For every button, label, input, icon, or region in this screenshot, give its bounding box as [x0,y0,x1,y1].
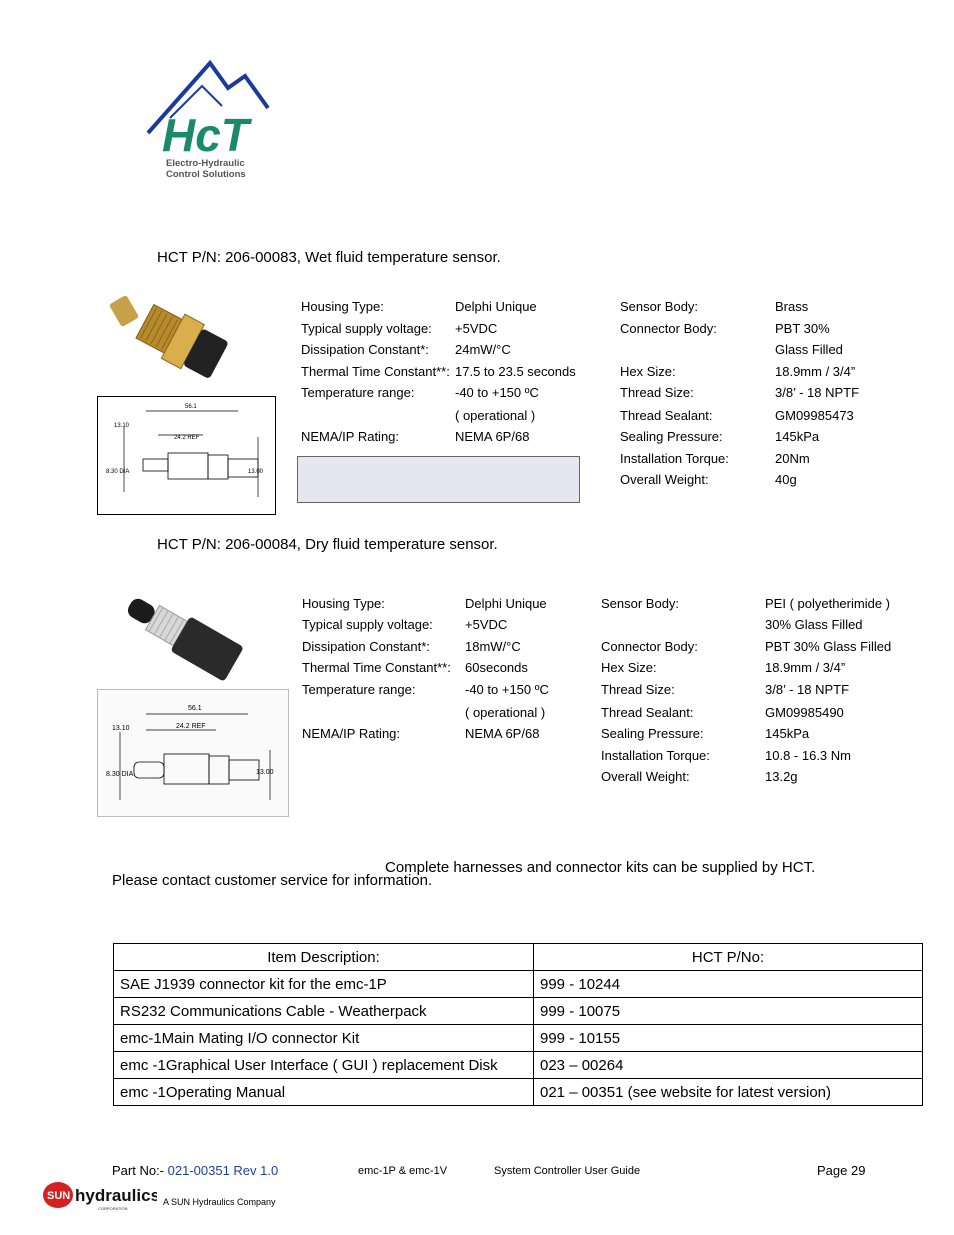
s2-dim-d3: 13.10 [112,725,130,732]
logo-brand: HcT [162,109,249,161]
s1-left-label-2: Dissipation Constant*: [301,342,429,357]
s2-right-value-1: 30% Glass Filled [765,617,863,632]
footer-company: A SUN Hydraulics Company [163,1197,276,1207]
s2-right-value-2: PBT 30% Glass Filled [765,639,892,654]
s1-dim-d4: 8.30 DIA [106,469,130,475]
s1-left-label-4: Temperature range: [301,385,415,400]
table-cell-part-number: 999 - 10155 [534,1025,923,1052]
s2-dim-d2: 24.2 REF [176,723,206,730]
table-row [114,1025,923,1052]
s2-left-value-2: 18mW/°C [465,639,521,654]
footer-part-label: Part No:- [112,1163,168,1178]
footer-guide: System Controller User Guide [494,1165,641,1177]
table-row [114,998,923,1025]
table-cell-description: SAE J1939 connector kit for the emc-1P [114,971,534,998]
s1-right-value-2: Glass Filled [775,342,843,357]
s2-right-label-3: Hex Size: [601,660,657,675]
s2-right-label-4: Thread Size: [601,682,675,697]
s2-right-value-0: PEI ( polyetherimide ) [765,596,890,611]
s2-right-label-0: Sensor Body: [601,596,680,611]
s2-left-label-0: Housing Type: [302,596,385,611]
s1-left-value-4: -40 to +150 ºC [455,385,539,400]
s1-dim-d1: 56.1 [185,404,197,410]
footer-product: emc-1P & emc-1V [358,1165,448,1177]
s1-right-label-8: Overall Weight: [620,472,709,487]
s1-left-value-6: NEMA 6P/68 [455,429,530,444]
s1-right-value-0: Brass [775,299,809,314]
harness-note-line1: Complete harnesses and connector kits can be supplied by HCT. [385,859,816,876]
s2-right-label-7: Installation Torque: [601,748,710,763]
footer-page-number: Page 29 [817,1163,866,1178]
s2-left-label-4: Temperature range: [302,682,416,697]
s1-dim-d3: 13.10 [114,423,130,429]
s2-left-value-0: Delphi Unique [465,596,547,611]
s1-right-label-7: Installation Torque: [620,451,729,466]
s1-right-label-1: Connector Body: [620,321,717,336]
s1-right-label-4: Thread Size: [620,385,694,400]
s1-right-label-0: Sensor Body: [620,299,699,314]
table-cell-part-number: 023 – 00264 [534,1052,923,1079]
table-row [114,1052,923,1079]
s1-right-value-5: GM09985473 [775,408,854,423]
table-cell-description: RS232 Communications Cable - Weatherpack [114,998,534,1025]
s2-right-value-7: 10.8 - 16.3 Nm [765,748,851,763]
table-cell-part-number: 999 - 10075 [534,998,923,1025]
s1-left-label-3: Thermal Time Constant**: [301,364,450,379]
table-cell-part-number: 021 – 00351 (see website for latest version) [534,1079,923,1106]
footer-part [112,1163,278,1178]
table-header-description: Item Description: [114,944,534,971]
table-cell-part-number: 999 - 10244 [534,971,923,998]
hct-logo [140,58,280,183]
s2-left-value-3: 60seconds [465,660,528,675]
sun-logo-text: hydraulics [75,1186,157,1205]
s1-right-value-7: 20Nm [775,451,810,466]
s2-right-value-4: 3/8’ - 18 NPTF [765,682,850,697]
table-header-part-number: HCT P/No: [534,944,923,971]
s2-left-label-1: Typical supply voltage: [302,617,433,632]
s2-right-label-2: Connector Body: [601,639,698,654]
table-cell-description: emc -1Operating Manual [114,1079,534,1106]
s1-left-label-6: NEMA/IP Rating: [301,429,400,444]
s1-left-label-1: Typical supply voltage: [301,321,432,336]
footer-part-number: 021-00351 Rev 1.0 [167,1163,279,1178]
s1-right-value-6: 145kPa [775,429,820,444]
sensor1-note-box [297,456,580,503]
s2-dim-d1: 56.1 [188,705,202,712]
s2-right-value-5: GM09985490 [765,705,844,720]
s2-right-label-6: Sealing Pressure: [601,726,704,741]
parts-table [113,943,923,1106]
s1-left-value-0: Delphi Unique [455,299,537,314]
s2-right-value-6: 145kPa [765,726,810,741]
s1-right-value-4: 3/8’ - 18 NPTF [775,385,860,400]
s2-left-value-5: ( operational ) [465,705,546,720]
sensor2-photo [110,588,250,688]
harness-note-line2: Please contact customer service for information. [112,872,433,889]
s2-left-value-1: +5VDC [465,617,508,632]
s1-left-value-1: +5VDC [455,321,498,336]
s1-left-label-0: Housing Type: [301,299,384,314]
sun-hydraulics-logo [42,1180,157,1214]
s1-right-value-8: 40g [775,472,797,487]
s2-right-label-5: Thread Sealant: [601,705,694,720]
sensor2-title: HCT P/N: 206-00084, Dry fluid temperature sensor. [157,536,498,553]
s1-left-value-2: 24mW/°C [455,342,511,357]
s1-dim-d5: 13.00 [248,469,264,475]
sensor2-dimension-drawing [97,689,289,817]
s1-right-value-3: 18.9mm / 3/4” [775,364,856,379]
s2-dim-d5: 13.00 [256,769,274,776]
sensor1-photo [108,288,238,398]
s2-left-label-6: NEMA/IP Rating: [302,726,401,741]
s2-left-label-2: Dissipation Constant*: [302,639,430,654]
s1-left-value-3: 17.5 to 23.5 seconds [455,364,576,379]
logo-line1: Electro-Hydraulic [166,158,245,169]
sensor1-title: HCT P/N: 206-00083, Wet fluid temperature sensor. [157,249,501,266]
s1-right-label-6: Sealing Pressure: [620,429,723,444]
s2-right-value-3: 18.9mm / 3/4” [765,660,846,675]
table-row [114,1079,923,1106]
s2-left-label-3: Thermal Time Constant**: [302,660,451,675]
sun-badge: SUN [47,1190,71,1202]
sensor1-dimension-drawing [97,396,276,515]
s2-left-value-4: -40 to +150 ºC [465,682,549,697]
s1-right-label-3: Hex Size: [620,364,676,379]
sun-sub: CORPORATION [98,1206,128,1211]
table-header-row [114,944,923,971]
s2-right-label-8: Overall Weight: [601,769,690,784]
logo-line2: Control Solutions [166,169,246,180]
s1-right-label-5: Thread Sealant: [620,408,713,423]
s1-left-value-5: ( operational ) [455,408,536,423]
s2-left-value-6: NEMA 6P/68 [465,726,540,741]
s2-right-value-8: 13.2g [765,769,798,784]
s1-right-value-1: PBT 30% [775,321,830,336]
s2-dim-d4: 8.30 DIA [106,771,134,778]
table-cell-description: emc -1Graphical User Interface ( GUI ) replacement Disk [114,1052,534,1079]
s1-dim-d2: 24.2 REF [174,435,200,441]
table-row [114,971,923,998]
table-cell-description: emc-1Main Mating I/O connector Kit [114,1025,534,1052]
